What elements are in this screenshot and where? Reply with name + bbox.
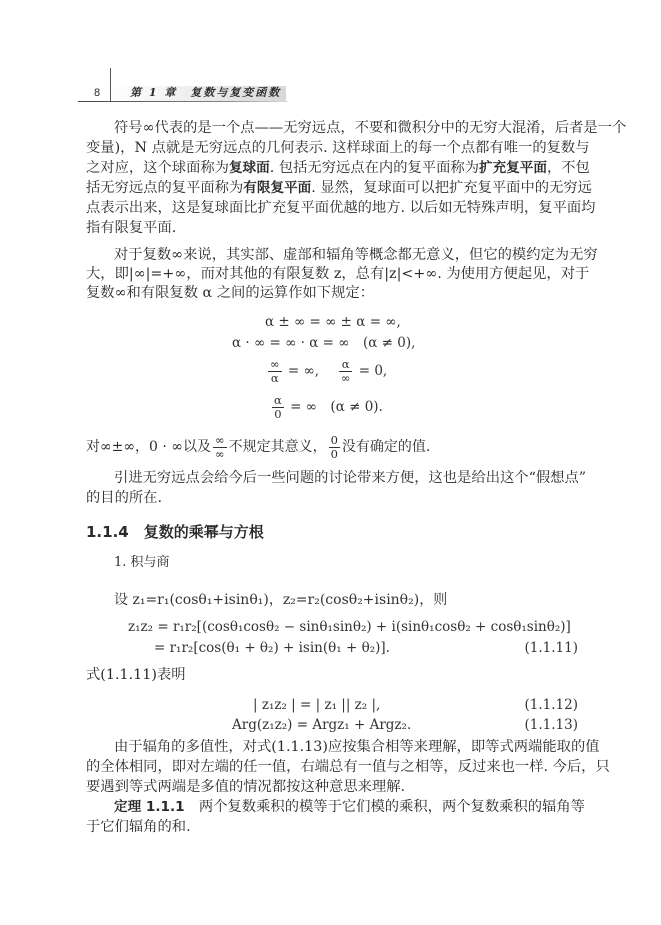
- bold-term: 有限复平面: [243, 180, 312, 196]
- formula-divide-by-zero: [270, 394, 383, 421]
- text-segment: 变量)，N 点就是无穷远点的几何表示. 这样球面上的每一个点都有唯一的复数与: [86, 140, 590, 156]
- bold-term: 定理 1.1.1: [114, 799, 185, 815]
- text-segment: 于它们辐角的和.: [86, 819, 191, 835]
- section-number: 1.1.4: [86, 523, 129, 541]
- text-segment: 的目的所在.: [86, 490, 163, 506]
- denominator: ∞: [340, 371, 351, 385]
- text-line: [86, 468, 587, 488]
- section-heading: [86, 523, 264, 541]
- text-segment: 点表示出来，这是复球面比扩充复平面优越的地方. 以后如无特殊声明，复平面均: [86, 200, 596, 216]
- rhs: = ∞,: [287, 363, 320, 379]
- text-line: [86, 158, 590, 178]
- denominator: ∞: [214, 446, 225, 461]
- text-segment: 符号∞代表的是一个点——无穷远点，不要和微积分中的无穷大混淆，后者是一个: [114, 120, 627, 136]
- text-line: [86, 283, 578, 303]
- page-number: 8: [94, 87, 101, 99]
- undefined-operations-line: [86, 433, 578, 461]
- header-rule: [78, 101, 288, 102]
- text-segment: 之对应，这个球面称为: [86, 160, 229, 176]
- text-line: [86, 737, 600, 757]
- text-line: [86, 138, 590, 158]
- text-segment: 两个复数乘积的模等于它们模的乘积，两个复数乘积的辐角等: [184, 799, 585, 815]
- text: 不规定其意义，: [228, 439, 327, 455]
- text-segment: 复数∞和有限复数 α 之间的运算作如下规定：: [86, 285, 374, 301]
- text-segment: 由于辐角的多值性，对式(1.1.13)应按集合相等来理解，即等式两端能取的值: [114, 739, 600, 755]
- equation-number: (1.1.13): [524, 717, 578, 733]
- section-title: 复数的乘幂与方根: [143, 523, 264, 541]
- text-line: [86, 118, 627, 138]
- text: 对∞±∞，0 · ∞以及: [86, 439, 211, 455]
- formula-addition: α ± ∞ = ∞ ± α = ∞,: [265, 314, 401, 330]
- text-line: [86, 817, 578, 837]
- text-segment: 要遇到等式两端是多值的情况都按这种意思来理解.: [86, 779, 406, 795]
- text-line: [86, 178, 592, 198]
- formula-multiplication: α · ∞ = ∞ · α = ∞ (α ≠ 0),: [232, 335, 416, 351]
- text-segment: 对于复数∞来说，其实部、虚部和辐角等概念都无意义，但它的模约定为无穷: [114, 247, 598, 263]
- bold-term: 扩充复平面: [479, 160, 547, 176]
- denominator: 0: [330, 446, 338, 461]
- text-segment: 指有限复平面.: [86, 220, 177, 236]
- equation-number: (1.1.11): [524, 640, 578, 656]
- formula-modulus: | z₁z₂ | = | z₁ || z₂ |,: [253, 697, 381, 713]
- text: 没有确定的值.: [341, 439, 431, 455]
- rhs: = 0,: [358, 363, 388, 379]
- text-line: [86, 797, 585, 817]
- text-segment: . 包括无穷远点在内的复平面称为: [269, 160, 479, 176]
- text-segment: 括无穷远点的复平面称为: [86, 180, 244, 196]
- numerator: 0: [330, 432, 338, 447]
- text-line: [86, 198, 596, 218]
- text-line: [86, 777, 578, 797]
- text-line: [86, 245, 598, 265]
- formula-argument: Arg(z₁z₂) = Argz₁ + Argz₂.: [232, 717, 412, 733]
- text-segment: 引进无穷远点会给今后一些问题的讨论带来方便，这也是给出这个“假想点”: [114, 470, 587, 486]
- formula-division: [266, 358, 387, 385]
- formula-product-2: = r₁r₂[cos(θ₁ + θ₂) + isin(θ₁ + θ₂)].: [154, 640, 390, 656]
- text-line: [86, 264, 590, 284]
- formula-set-z: 设 z₁=r₁(cosθ₁+isinθ₁)，z₂=r₂(cosθ₂+isinθ₂)，则: [114, 592, 448, 608]
- denominator: α: [270, 371, 279, 385]
- text-line: [86, 488, 578, 508]
- numerator: α: [274, 393, 282, 407]
- text-line: 式(1.1.11)表明: [86, 667, 186, 683]
- running-header: 第 1 章 复数与复变函数: [130, 86, 282, 99]
- text-segment: . 显然，复球面可以把扩充复平面中的无穷远: [311, 180, 592, 196]
- rhs: = ∞ (α ≠ 0).: [290, 399, 383, 415]
- text-segment: 大，即|∞|=+∞，而对其他的有限复数 z，总有|z|<+∞. 为使用方便起见，对于: [86, 266, 590, 282]
- equation-number: (1.1.12): [524, 697, 578, 713]
- formula-product-1: z₁z₂ = r₁r₂[(cosθ₁cosθ₂ − sinθ₁sinθ₂) + i(sinθ₁cosθ₂ + cosθ₁sinθ₂)]: [128, 619, 571, 635]
- subsection-heading: 1. 积与商: [114, 555, 170, 570]
- header-divider: [110, 68, 111, 102]
- bold-term: 复球面: [228, 160, 270, 176]
- numerator: ∞: [214, 432, 225, 447]
- text-segment: ，不包: [546, 160, 590, 176]
- numerator: α: [339, 358, 353, 372]
- text-line: [86, 757, 610, 777]
- text-line: [86, 218, 578, 238]
- numerator: ∞: [270, 357, 280, 371]
- denominator: 0: [274, 407, 282, 421]
- text-segment: 的全体相同，即对左端的任一值，右端总有一值与之相等，反过来也一样. 今后，只: [86, 759, 610, 775]
